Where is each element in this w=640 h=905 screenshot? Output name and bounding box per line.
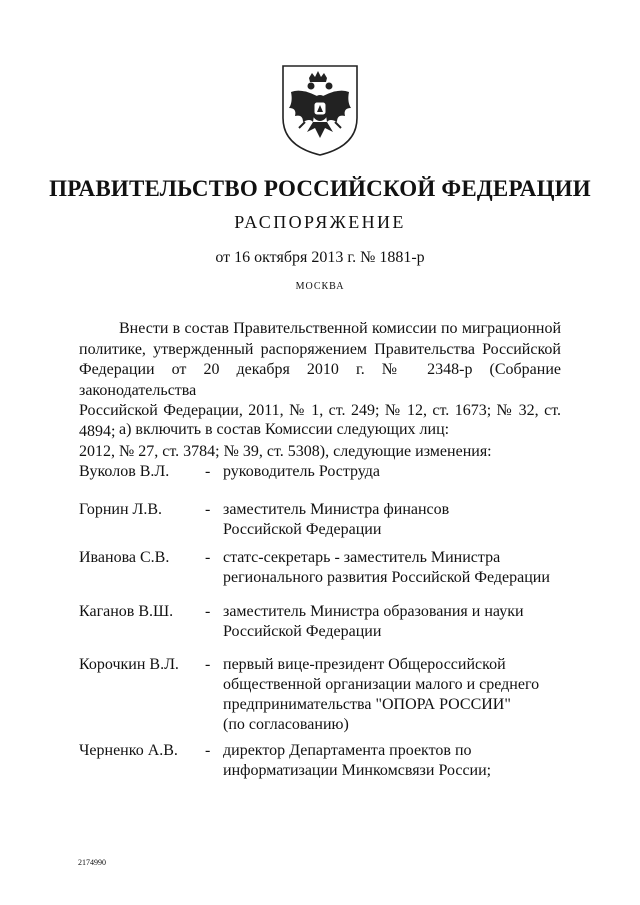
position-line: директор Департамента проектов по — [223, 742, 472, 759]
member-dash: - — [205, 656, 211, 673]
member-dash: - — [205, 742, 211, 759]
member-position — [223, 548, 553, 588]
position-line: статс-секретарь - заместитель Министра — [223, 549, 501, 566]
member-name: Черненко А.В. — [79, 742, 178, 759]
intro-line: политике, утвержденный распоряжением Правительства Российской — [79, 340, 561, 358]
position-line: заместитель Министра финансов — [223, 501, 450, 518]
member-name: Горнин Л.В. — [79, 501, 163, 518]
member-position — [223, 500, 553, 540]
intro-line: 2012, № 27, ст. 3784; № 39, ст. 5308), следующие изменения: — [79, 443, 492, 460]
intro-paragraph — [79, 319, 561, 463]
member-position — [223, 462, 553, 482]
russian-coat-of-arms-icon — [279, 62, 361, 158]
position-line: первый вице-президент Общероссийской — [223, 656, 506, 673]
member-dash: - — [205, 603, 211, 620]
member-name: Вуколов В.Л. — [79, 463, 170, 480]
position-line: предпринимательства "ОПОРА РОССИИ" — [223, 696, 511, 713]
document-date-number: от 16 октября 2013 г. № 1881-р — [215, 249, 425, 266]
position-line: (по согласованию) — [223, 716, 349, 733]
member-name: Иванова С.В. — [79, 549, 170, 566]
member-name: Корочкин В.Л. — [79, 656, 179, 673]
member-dash: - — [205, 463, 211, 480]
document-city: МОСКВА — [295, 281, 345, 292]
member-position — [223, 602, 553, 642]
intro-line: Российской Федерации, 2011, № 1, ст. 249; № 12, ст. 1673; № 32, ст. 4894; — [79, 402, 561, 440]
document-type: РАСПОРЯЖЕНИЕ — [234, 212, 406, 232]
government-title: ПРАВИТЕЛЬСТВО РОССИЙСКОЙ ФЕДЕРАЦИИ — [49, 176, 591, 201]
sub-item-a: а) включить в состав Комиссии следующих лиц: — [119, 421, 450, 438]
position-line: общественной организации малого и среднего — [223, 676, 540, 693]
position-line: Российской Федерации — [223, 623, 382, 640]
position-line: Российской Федерации — [223, 521, 382, 538]
member-position — [223, 741, 553, 781]
position-line: заместитель Министра образования и науки — [223, 603, 524, 620]
document-code: 2174990 — [78, 858, 106, 867]
intro-line: Внести в состав Правительственной комиссии по миграционной — [119, 320, 561, 337]
member-position — [223, 655, 553, 735]
position-line: руководитель Роструда — [223, 463, 381, 480]
position-line: информатизации Минкомсвязи России; — [223, 762, 492, 779]
member-dash: - — [205, 501, 211, 518]
position-line: регионального развития Российской Федерации — [223, 569, 550, 586]
intro-line: Федерации от 20 декабря 2010 г. № 2348-р (Собрание законодательства — [79, 361, 561, 399]
member-name: Каганов В.Ш. — [79, 603, 174, 620]
member-dash: - — [205, 549, 211, 566]
